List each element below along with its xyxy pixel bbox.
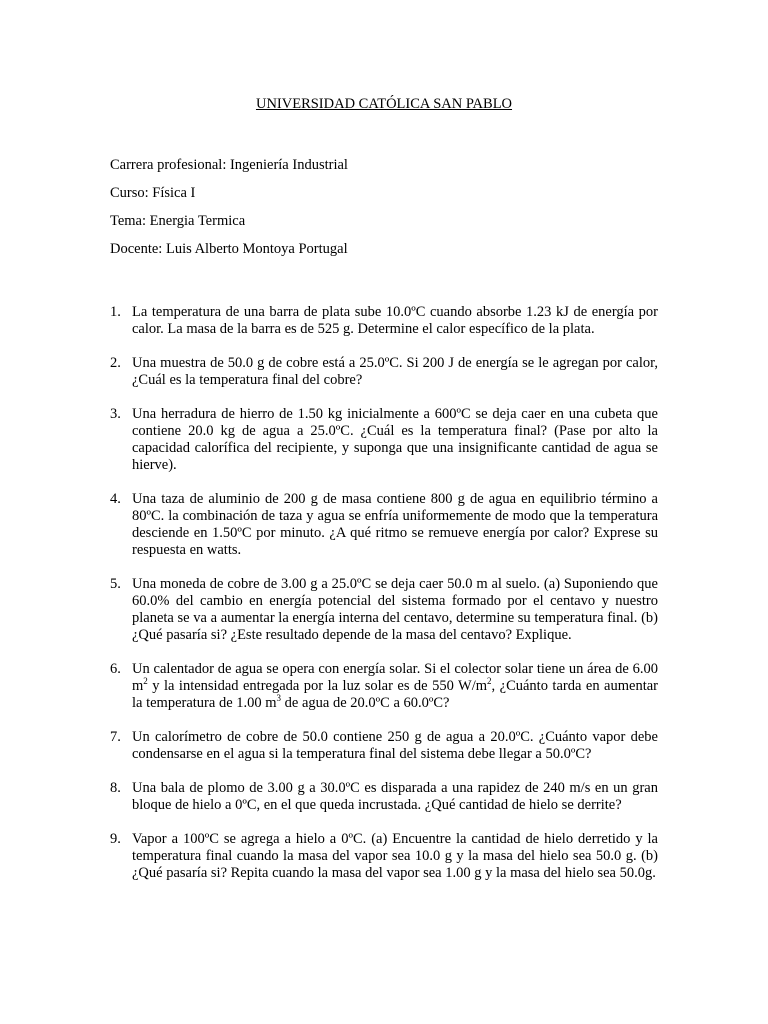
problem-item xyxy=(110,576,658,644)
problem-text: Un calorímetro de cobre de 50.0 contiene 250 g de agua a 20.0ºC. ¿Cuánto vapor debe condensarse en el agua si la temperatura final del sistema debe llegar a 50.0ºC? xyxy=(132,729,658,762)
problem-item xyxy=(110,406,658,474)
problem-number: 7. xyxy=(110,729,121,745)
problem-text: Una herradura de hierro de 1.50 kg inicialmente a 600ºC se deja caer en una cubeta que contiene 20.0 kg de agua a 25.0ºC. ¿Cuál es la temperatura final? (Pase por alto la capacidad calorífica del recipiente, y suponga que una insignificante cantidad de agua se hierve). xyxy=(132,406,658,473)
university-title: UNIVERSIDAD CATÓLICA SAN PABLO xyxy=(255,96,513,112)
course-line: Curso: Física I xyxy=(110,185,196,201)
problem-number: 6. xyxy=(110,661,121,677)
career-line: Carrera profesional: Ingeniería Industrial xyxy=(110,157,348,173)
problem-text xyxy=(132,661,658,711)
problem-text: Una moneda de cobre de 3.00 g a 25.0ºC se deja caer 50.0 m al suelo. (a) Suponiendo que 60.0% del cambio en energía potencial del sistema formado por el centavo y nuestro planeta se va a aumentar la energía interna del centavo, determine su temperatura final. (b) ¿Qué pasaría si? ¿Este resultado depende de la masa del centavo? Explique. xyxy=(132,576,658,643)
problem-text-part: Un calentador de agua se opera con energía solar. Si el colector solar tiene un área de 6.00 m xyxy=(132,661,658,694)
problem-number: 8. xyxy=(110,780,121,796)
problem-number: 9. xyxy=(110,831,121,847)
problem-text-part: , ¿Cuánto tarda en aumentar la temperatura de 1.00 m xyxy=(132,678,658,711)
problem-text: Vapor a 100ºC se agrega a hielo a 0ºC. (a) Encuentre la cantidad de hielo derretido y la temperatura final cuando la masa del vapor sea 10.0 g y la masa del hielo sea 50.0 g. (b) ¿Qué pasaría si? Repita cuando la masa del vapor sea 1.00 g y la masa del hielo sea 50.0g. xyxy=(132,831,658,881)
superscript: 3 xyxy=(276,693,282,704)
problem-text: La temperatura de una barra de plata sube 10.0ºC cuando absorbe 1.23 kJ de energía por calor. La masa de la barra es de 525 g. Determine el calor específico de la plata. xyxy=(132,304,658,337)
topic-line: Tema: Energia Termica xyxy=(110,213,246,229)
problem-text-part: y la intensidad entregada por la luz solar es de 550 W/m xyxy=(147,678,488,694)
problem-text: Una muestra de 50.0 g de cobre está a 25.0ºC. Si 200 J de energía se le agregan por calor, ¿Cuál es la temperatura final del cobre? xyxy=(132,355,658,388)
problem-item xyxy=(110,729,658,763)
problem-item xyxy=(110,831,658,882)
problem-text: Una taza de aluminio de 200 g de masa contiene 800 g de agua en equilibrio término a 80ºC. la combinación de taza y agua se enfría uniformemente de modo que la temperatura desciende en 1.50ºC por minuto. ¿A qué ritmo se remueve energía por calor? Exprese su respuesta en watts. xyxy=(132,491,658,558)
problem-item xyxy=(110,491,658,559)
problem-item xyxy=(110,304,658,338)
superscript: 2 xyxy=(487,676,492,687)
problem-list xyxy=(110,304,658,899)
superscript: 2 xyxy=(143,676,148,687)
problem-text-part: de agua de 20.0ºC a 60.0ºC? xyxy=(281,695,450,711)
problem-item xyxy=(110,661,658,712)
course-info xyxy=(110,157,670,269)
problem-number: 1. xyxy=(110,304,121,320)
problem-number: 2. xyxy=(110,355,121,371)
problem-text: Una bala de plomo de 3.00 g a 30.0ºC es disparada a una rapidez de 240 m/s en un gran bloque de hielo a 0ºC, en el que queda incrustada. ¿Qué cantidad de hielo se derrite? xyxy=(132,780,658,813)
problem-number: 3. xyxy=(110,406,121,422)
problem-item xyxy=(110,355,658,389)
teacher-line: Docente: Luis Alberto Montoya Portugal xyxy=(110,241,348,257)
problem-number: 4. xyxy=(110,491,121,507)
problem-item xyxy=(110,780,658,814)
problem-number: 5. xyxy=(110,576,121,592)
